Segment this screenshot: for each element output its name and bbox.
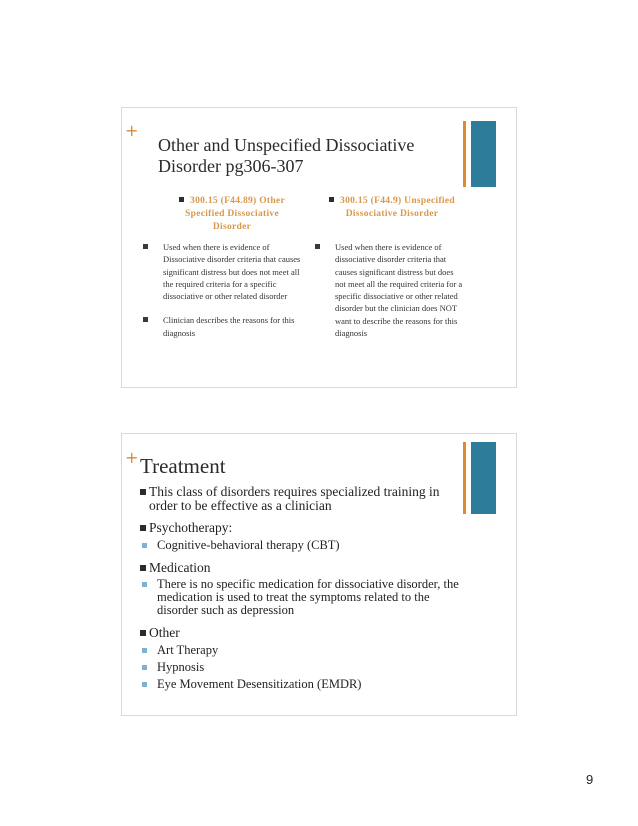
square-bullet-icon: [143, 317, 148, 322]
sub-list-item: [142, 661, 470, 674]
square-bullet-icon: [142, 682, 147, 687]
accent-block: [471, 121, 496, 187]
square-bullet-icon: [315, 244, 320, 249]
sub-list-item-text: Art Therapy: [157, 642, 219, 657]
list-item-text: Used when there is evidence of Dissociative disorder criteria that causes significant distress but does not meet all the required criteria for a specific dissociative or other related disorder: [163, 242, 301, 302]
square-bullet-icon: [140, 565, 146, 571]
square-bullet-icon: [140, 630, 146, 636]
left-column: [143, 241, 303, 351]
square-bullet-icon: [142, 543, 147, 548]
slide-dissociative-disorder: [121, 107, 517, 388]
slide-treatment: [121, 433, 517, 716]
plus-icon: +: [125, 121, 139, 140]
list-item-text: Used when there is evidence of dissociative disorder criteria that causes significant distress but does not meet all the required criteria for a specific dissociative or other related disorder but the clinician does NOT want to describe the reasons for this diagnosis: [335, 242, 463, 339]
list-item-text: Psychotherapy:: [149, 520, 233, 535]
page-number: 9: [586, 772, 594, 787]
accent-block: [471, 442, 496, 514]
list-item: [143, 314, 303, 339]
list-item: [140, 626, 470, 640]
sub-list-item: [142, 644, 470, 657]
square-bullet-icon: [143, 244, 148, 249]
square-bullet-icon: [142, 648, 147, 653]
list-item: [140, 521, 470, 535]
right-column: [315, 241, 465, 351]
list-item-text: Other: [149, 625, 180, 640]
sub-list-item-text: There is no specific medication for dissociative disorder, the medication is used to treat the symptoms related to the disorder such as depression: [157, 577, 459, 617]
right-column-heading: [324, 195, 460, 221]
list-item: [140, 485, 470, 512]
sub-list-item-text: Eye Movement Desensitization (EMDR): [157, 676, 362, 691]
sub-list-item: [142, 539, 470, 552]
slide-title: Other and Unspecified Dissociative Disorder pg306-307: [158, 135, 415, 176]
list-item: [140, 561, 470, 575]
sub-list-item: [142, 578, 470, 617]
square-bullet-icon: [140, 525, 146, 531]
square-bullet-icon: [179, 197, 184, 202]
list-item-text: Clinician describes the reasons for this diagnosis: [163, 315, 295, 338]
list-item: [315, 241, 465, 339]
square-bullet-icon: [329, 197, 334, 202]
left-column-heading: [170, 195, 294, 234]
square-bullet-icon: [142, 582, 147, 587]
right-heading-text: 300.15 (F44.9) Unspecified Dissociative Disorder: [340, 196, 455, 219]
sub-list-item-text: Cognitive-behavioral therapy (CBT): [157, 537, 340, 552]
plus-icon: +: [125, 448, 139, 467]
square-bullet-icon: [142, 665, 147, 670]
list-item-text: This class of disorders requires specialized training in order to be effective as a clinician: [149, 484, 440, 513]
slide-title: Treatment: [140, 454, 226, 478]
left-heading-text: 300.15 (F44.89) Other Specified Dissociative Disorder: [185, 196, 285, 232]
sub-list-item-text: Hypnosis: [157, 659, 205, 674]
list-item: [143, 241, 303, 302]
sub-list-item: [142, 678, 470, 691]
treatment-list: [140, 485, 470, 691]
list-item-text: Medication: [149, 559, 211, 575]
square-bullet-icon: [140, 489, 146, 495]
accent-line: [463, 121, 466, 187]
